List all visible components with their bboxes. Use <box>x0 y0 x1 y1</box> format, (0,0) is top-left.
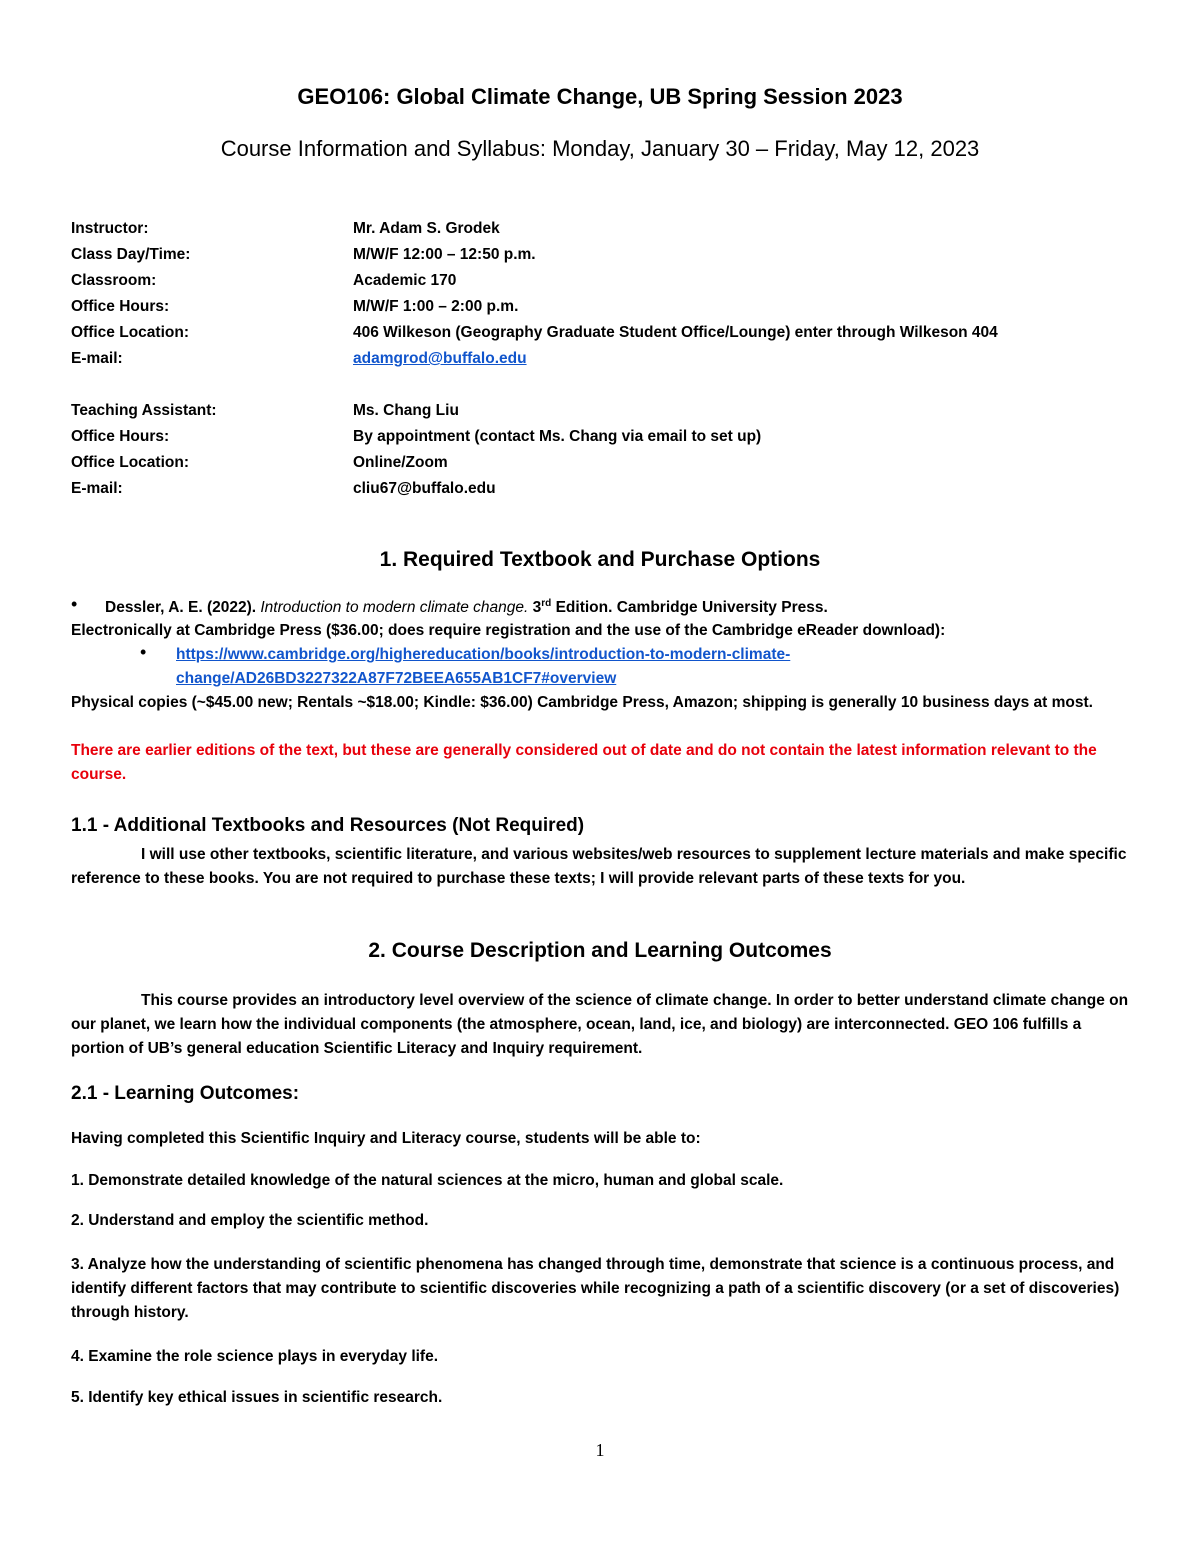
edition-warning: There are earlier editions of the text, but these are generally considered out of date and do not contain the latest information relevant to the course. <box>71 742 1097 783</box>
electronic-option: Electronically at Cambridge Press ($36.00; does require registration and the use of the Cambridge eReader download): <box>71 622 946 639</box>
citation-edition-sup: rd <box>541 598 552 609</box>
outcome-item: 3. Analyze how the understanding of scientific phenomena has changed through time, demonstrate that science is a continuous process, and identify different factors that may contribute to scientific discoveries while recognizing a path of a scientific discovery (or a set of discoveries) through history. <box>71 1256 1120 1321</box>
info-label: Teaching Assistant: <box>71 402 217 419</box>
outcome-item: 5. Identify key ethical issues in scientific research. <box>71 1389 443 1406</box>
citation-publisher: Edition. Cambridge University Press. <box>551 599 828 617</box>
outcome-item: 4. Examine the role science plays in everyday life. <box>71 1348 439 1365</box>
bullet-icon: • <box>71 594 78 614</box>
info-value: Mr. Adam S. Grodek <box>353 220 500 237</box>
info-value: By appointment (contact Ms. Chang via email to set up) <box>353 428 762 445</box>
info-label: Instructor: <box>71 220 149 237</box>
document-title: GEO106: Global Climate Change, UB Spring Session 2023 <box>297 84 903 109</box>
info-label: Classroom: <box>71 272 157 289</box>
instructor-email-link[interactable]: adamgrod@buffalo.edu <box>353 350 527 367</box>
section-heading: 1. Required Textbook and Purchase Options <box>379 548 821 571</box>
outcomes-intro: Having completed this Scientific Inquiry and Literacy course, students will be able to: <box>71 1130 701 1147</box>
info-label: Office Location: <box>71 454 189 471</box>
citation-authors: Dessler, A. E. (2022). <box>105 599 261 617</box>
physical-copies: Physical copies (~$45.00 new; Rentals ~$18.00; Kindle: $36.00) Cambridge Press, Amazon; shipping is generally 10 business days at most. <box>71 694 1093 711</box>
info-value: Online/Zoom <box>353 454 448 471</box>
info-label: Class Day/Time: <box>71 246 191 263</box>
textbook-citation <box>105 598 828 617</box>
info-value: 406 Wilkeson (Geography Graduate Student Office/Lounge) enter through Wilkeson 404 <box>353 324 998 341</box>
info-label: E-mail: <box>71 350 123 367</box>
info-value: M/W/F 1:00 – 2:00 p.m. <box>353 298 519 315</box>
info-label: E-mail: <box>71 480 123 497</box>
outcome-item: 1. Demonstrate detailed knowledge of the natural sciences at the micro, human and global scale. <box>71 1172 784 1189</box>
outcome-item: 2. Understand and employ the scientific method. <box>71 1212 429 1229</box>
info-value: cliu67@buffalo.edu <box>353 480 496 497</box>
info-label: Office Hours: <box>71 298 170 315</box>
info-value: Ms. Chang Liu <box>353 402 459 419</box>
citation-title: Introduction to modern climate change. <box>260 599 529 617</box>
subsection-heading: 1.1 - Additional Textbooks and Resources (Not Required) <box>71 815 585 836</box>
info-value: M/W/F 12:00 – 12:50 p.m. <box>353 246 536 263</box>
subsection-heading: 2.1 - Learning Outcomes: <box>71 1083 300 1104</box>
document-subtitle: Course Information and Syllabus: Monday, January 30 – Friday, May 12, 2023 <box>220 136 980 161</box>
page-number: 1 <box>595 1440 605 1460</box>
info-label: Office Location: <box>71 324 189 341</box>
info-value: Academic 170 <box>353 272 457 289</box>
cambridge-link-line2[interactable]: change/AD26BD3227322A87F72BEEA655AB1CF7#overview <box>176 670 617 687</box>
paragraph: This course provides an introductory level overview of the science of climate change. In order to better understand climate change on our planet, we learn how the individual components (the atmosphere, ocean, land, ice, and biology) are interconnected. GEO 106 fulfills a portion of UB’s general education Scientific Literacy and Inquiry requirement. <box>71 992 1129 1057</box>
bullet-icon: • <box>140 642 147 662</box>
paragraph: I will use other textbooks, scientific literature, and various websites/web resources to supplement lecture materials and make specific reference to these books. You are not required to purchase these texts; I will provide relevant parts of these texts for you. <box>71 846 1127 887</box>
section-heading: 2. Course Description and Learning Outcomes <box>368 939 832 962</box>
info-label: Office Hours: <box>71 428 170 445</box>
cambridge-link-line1[interactable]: https://www.cambridge.org/highereducation/books/introduction-to-modern-climate- <box>176 646 791 663</box>
citation-edition: 3 <box>528 599 542 617</box>
